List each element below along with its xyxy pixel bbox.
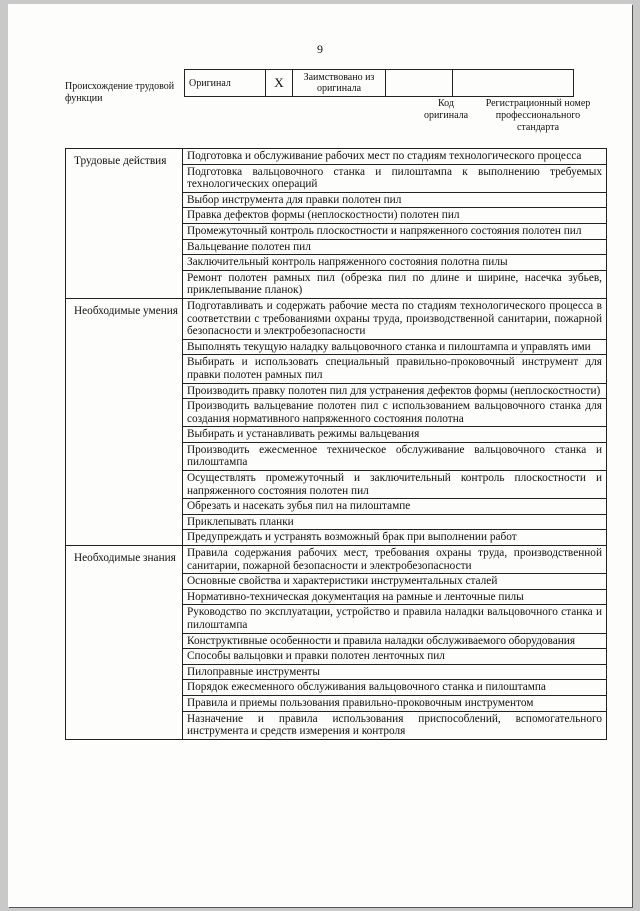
section-item: Основные свойства и характеристики инструментальных сталей xyxy=(183,574,607,590)
section-item: Ремонт полотен рамных пил (обрезка пил по длине и ширине, насечка зубьев, приклепывание планок) xyxy=(183,270,607,298)
section-item: Подготавливать и содержать рабочие места по стадиям технологического процесса в соответствии с требованиями охраны труда, производственной санитарии, пожарной безопасности и электробезопасности xyxy=(183,298,607,339)
table-row xyxy=(66,149,607,165)
section-item: Нормативно-техническая документация на рамные и ленточные пилы xyxy=(183,589,607,605)
table-row xyxy=(66,298,607,339)
code-label: Код оригинала xyxy=(423,98,469,121)
section-item: Руководство по эксплуатации, устройство и правила наладки вальцовочного станка и пилоштампа xyxy=(183,605,607,633)
origin-table xyxy=(184,69,574,97)
section-title: Необходимые знания xyxy=(66,546,183,740)
section-item: Пилоправные инструменты xyxy=(183,664,607,680)
section-item: Порядок ежесменного обслуживания вальцовочного станка и пилоштампа xyxy=(183,680,607,696)
original-mark: X xyxy=(266,70,293,97)
section-item: Правка дефектов формы (неплоскостности) полотен пил xyxy=(183,208,607,224)
page-number: 9 xyxy=(317,42,323,56)
origin-label: Происхождение трудовой функции xyxy=(65,81,175,104)
borrowed-label: Заимствовано из оригинала xyxy=(293,70,386,97)
section-item: Выбор инструмента для правки полотен пил xyxy=(183,192,607,208)
section-item: Подготовка вальцовочного станка и пилоштампа к выполнению требуемых технологических операций xyxy=(183,164,607,192)
section-item: Производить ежесменное техническое обслуживание вальцовочного станка и пилоштампа xyxy=(183,442,607,470)
original-label: Оригинал xyxy=(185,70,266,97)
section-item: Способы вальцовки и правки полотен ленточных пил xyxy=(183,649,607,665)
section-item: Правила и приемы пользования правильно-проковочным инструментом xyxy=(183,695,607,711)
table-row xyxy=(66,546,607,574)
regnum-label: Регистрационный номер профессионального стандарта xyxy=(485,98,591,133)
section-item: Выполнять текущую наладку вальцовочного станка и пилоштампа и управлять ими xyxy=(183,339,607,355)
section-item: Осуществлять промежуточный и заключительный контроль плоскостности и напряженного состояния полотен пил xyxy=(183,471,607,499)
section-item: Заключительный контроль напряженного состояния полотна пилы xyxy=(183,255,607,271)
section-item: Правила содержания рабочих мест, требования охраны труда, производственной санитарии, пожарной безопасности и электробезопасности xyxy=(183,546,607,574)
section-item: Приклепывать планки xyxy=(183,514,607,530)
section-item: Вальцевание полотен пил xyxy=(183,239,607,255)
section-item: Конструктивные особенности и правила наладки обслуживаемого оборудования xyxy=(183,633,607,649)
document-page xyxy=(8,4,632,907)
section-item: Выбирать и устанавливать режимы вальцевания xyxy=(183,427,607,443)
section-item: Назначение и правила использования приспособлений, вспомогательного инструмента и средств измерения и контроля xyxy=(183,711,607,739)
section-item: Промежуточный контроль плоскостности и напряженного состояния полотен пил xyxy=(183,223,607,239)
section-item: Выбирать и использовать специальный правильно-проковочный инструмент для правки полотен рамных пил xyxy=(183,355,607,383)
regnum-cell xyxy=(453,70,574,97)
section-title: Необходимые умения xyxy=(66,298,183,545)
section-item: Обрезать и насекать зубья пил на пилоштампе xyxy=(183,499,607,515)
section-item: Предупреждать и устранять возможный брак при выполнении работ xyxy=(183,530,607,546)
section-item: Производить вальцевание полотен пил с использованием вальцовочного станка для создания нормативного напряженного состояния полотна xyxy=(183,399,607,427)
section-item: Подготовка и обслуживание рабочих мест по стадиям технологического процесса xyxy=(183,149,607,165)
section-title: Трудовые действия xyxy=(66,149,183,299)
function-table xyxy=(65,148,607,740)
code-cell xyxy=(386,70,453,97)
section-item: Производить правку полотен пил для устранения дефектов формы (неплоскостности) xyxy=(183,383,607,399)
